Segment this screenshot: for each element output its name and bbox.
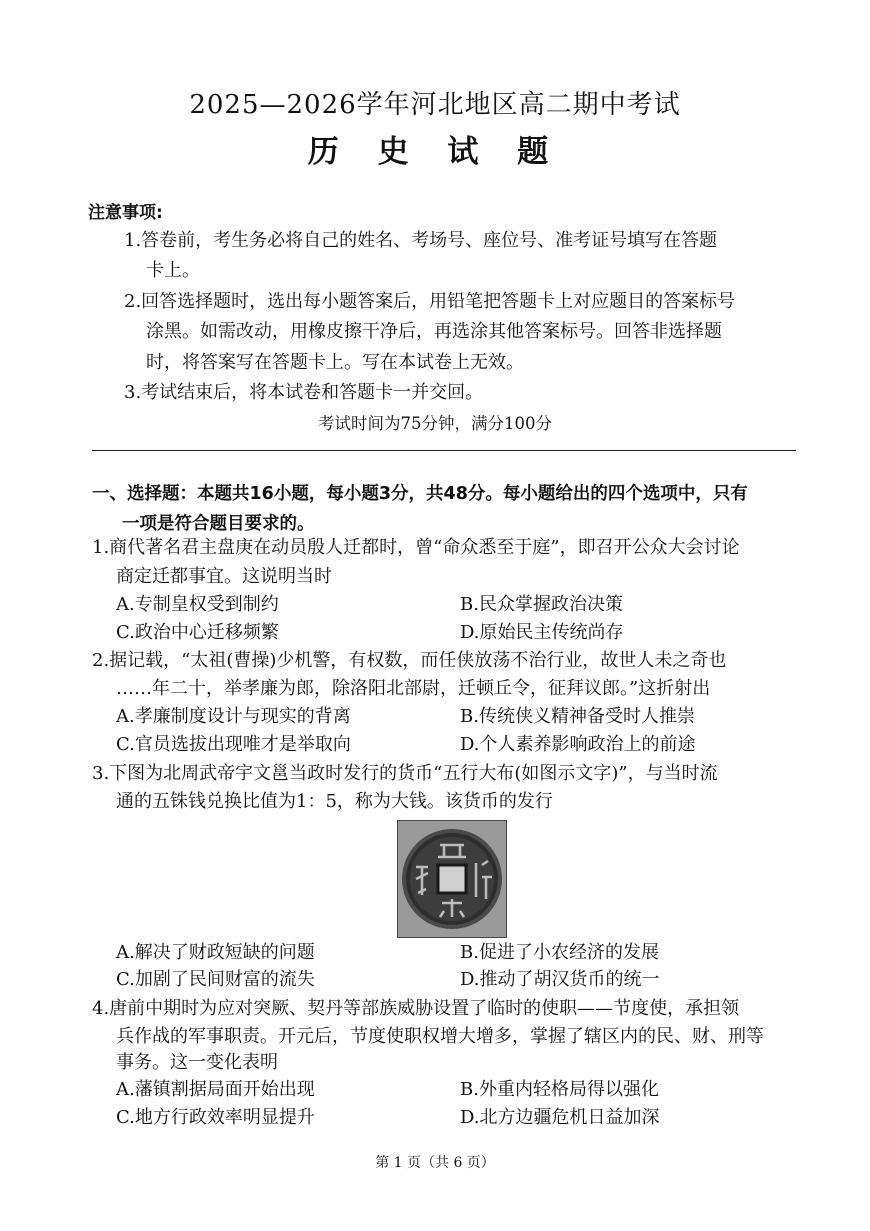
question-stem: 1.商代著名君主盘庚在动员殷人迁都时，曾“命众悉至于庭”，即召开公众大会讨论 bbox=[92, 537, 740, 558]
option: C.加剧了民间财富的流失 bbox=[116, 969, 315, 990]
option: A.孝廉制度设计与现实的背离 bbox=[116, 706, 351, 727]
option: B.传统侠义精神备受时人推崇 bbox=[460, 706, 695, 727]
coin-image bbox=[398, 821, 506, 937]
option: D.个人素养影响政治上的前途 bbox=[460, 734, 696, 755]
option: A.藩镇割据局面开始出现 bbox=[116, 1079, 315, 1100]
option: A.解决了财政短缺的问题 bbox=[116, 942, 315, 963]
question-stem: 3.下图为北周武帝宇文邕当政时发行的货币“五行大布(如图示文字)”，与当时流 bbox=[92, 763, 718, 784]
exam-title: 2025—2026学年河北地区高二期中考试 bbox=[189, 90, 681, 120]
subject-title: 历 史 试 题 bbox=[307, 134, 563, 170]
divider bbox=[92, 450, 796, 451]
exam-time: 考试时间为75分钟，满分100分 bbox=[318, 414, 552, 433]
option: B.外重内轻格局得以强化 bbox=[460, 1079, 659, 1100]
page-footer: 第 1 页（共 6 页） bbox=[375, 1155, 495, 1171]
option: C.官员选拔出现唯才是举取向 bbox=[116, 734, 351, 755]
note-line: 1.答卷前，考生务必将自己的姓名、考场号、座位号、准考证号填写在答题 bbox=[124, 230, 718, 251]
option: B.促进了小农经济的发展 bbox=[460, 942, 659, 963]
note-line: 时，将答案写在答题卡上。写在本试卷上无效。 bbox=[146, 352, 524, 373]
option: C.政治中心迁移频繁 bbox=[116, 622, 279, 643]
option: D.推动了胡汉货币的统一 bbox=[460, 969, 660, 990]
question-stem: 商定迁都事宜。这说明当时 bbox=[116, 566, 332, 587]
question-stem: 4.唐前中期时为应对突厥、契丹等部族威胁设置了临时的使职——节度使，承担领 bbox=[92, 998, 740, 1019]
note-line: 涂黑。如需改动，用橡皮擦干净后，再选涂其他答案标号。回答非选择题 bbox=[146, 321, 722, 342]
question-stem: 事务。这一变化表明 bbox=[116, 1052, 278, 1073]
question-stem: ……年二十，举孝廉为郎，除洛阳北部尉，迁顿丘令，征拜议郎。”这折射出 bbox=[116, 678, 711, 699]
option: A.专制皇权受到制约 bbox=[116, 594, 279, 615]
section-heading: 一、选择题：本题共16小题，每小题3分，共48分。每小题给出的四个选项中，只有 bbox=[92, 484, 748, 504]
note-line: 3.考试结束后，将本试卷和答题卡一并交回。 bbox=[124, 382, 484, 403]
option: B.民众掌握政治决策 bbox=[460, 594, 623, 615]
question-stem: 2.据记载，“太祖(曹操)少机警，有权数，而任侠放荡不治行业，故世人未之奇也 bbox=[92, 650, 727, 671]
notes-heading: 注意事项: bbox=[88, 203, 163, 223]
option: C.地方行政效率明显提升 bbox=[116, 1107, 315, 1128]
note-line: 2.回答选择题时，选出每小题答案后，用铅笔把答题卡上对应题目的答案标号 bbox=[124, 291, 736, 312]
coin-photo bbox=[397, 820, 507, 938]
note-line: 卡上。 bbox=[146, 260, 200, 281]
option: D.原始民主传统尚存 bbox=[460, 622, 624, 643]
question-stem: 通的五铢钱兑换比值为1：5，称为大钱。该货币的发行 bbox=[116, 791, 553, 812]
option: D.北方边疆危机日益加深 bbox=[460, 1107, 660, 1128]
section-heading: 一项是符合题目要求的。 bbox=[122, 514, 315, 534]
question-stem: 兵作战的军事职责。开元后，节度使职权增大增多，掌握了辖区内的民、财、刑等 bbox=[116, 1026, 764, 1047]
